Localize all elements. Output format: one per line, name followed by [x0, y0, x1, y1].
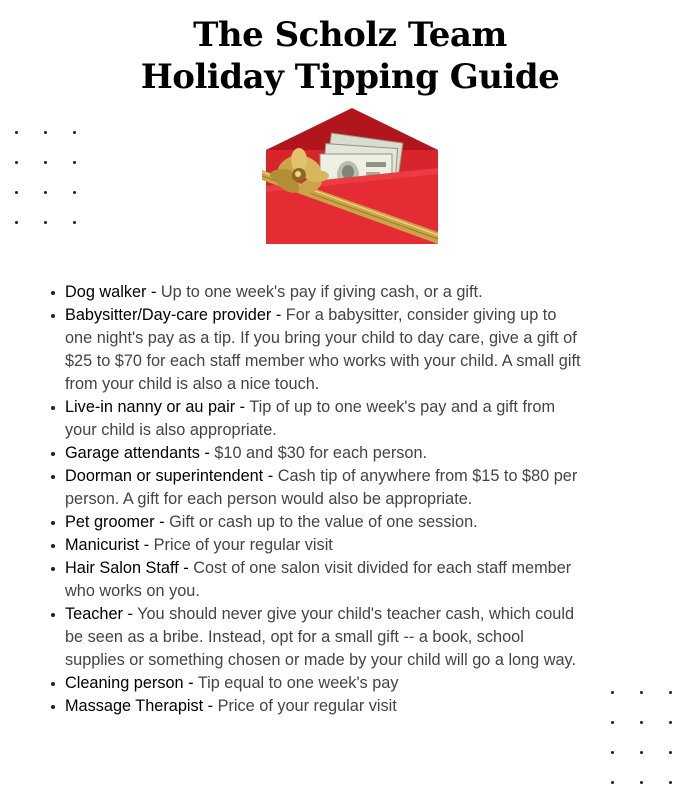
tip-term: Live-in nanny or au pair - [65, 398, 250, 416]
page-title [0, 14, 700, 98]
tip-term: Hair Salon Staff - [65, 559, 194, 577]
list-item [47, 672, 587, 695]
list-item [47, 557, 587, 603]
tip-text: Cost of one salon visit divided for each staff member who works on you. [65, 559, 572, 600]
tip-term: Manicurist - [65, 536, 154, 554]
tip-text: Cash tip of anywhere from $15 to $80 per person. A gift for each person would also be appropriate. [65, 467, 578, 508]
list-item [47, 304, 587, 396]
tipping-list [47, 281, 587, 718]
list-item [47, 511, 587, 534]
tip-text: Tip of up to one week's pay and a gift from your child is also appropriate. [65, 398, 556, 439]
tip-text: Price of your regular visit [153, 536, 333, 554]
tip-term: Dog walker - [65, 283, 161, 301]
list-item [47, 396, 587, 442]
title-line-1: The Scholz Team [193, 15, 507, 55]
tip-text: Price of your regular visit [217, 697, 397, 715]
list-item [47, 534, 587, 557]
tip-text: You should never give your child's teacher cash, which could be seen as a bribe. Instead, opt for a small gift -- a book, school supplies or something chosen or made by your child will go a long way. [65, 605, 577, 669]
list-item [47, 442, 587, 465]
title-line-2: Holiday Tipping Guide [140, 57, 560, 97]
tip-term: Doorman or superintendent - [65, 467, 278, 485]
list-item [47, 695, 587, 718]
tip-text: Tip equal to one week's pay [197, 674, 399, 692]
list-item [47, 603, 587, 672]
tip-term: Teacher - [65, 605, 138, 623]
tip-text: Gift or cash up to the value of one session. [169, 513, 478, 531]
tip-term: Cleaning person - [65, 674, 198, 692]
list-item [47, 281, 587, 304]
tip-text: $10 and $30 for each person. [214, 444, 428, 462]
decorative-dot-grid-right [611, 691, 698, 811]
decorative-dot-grid-left [15, 131, 102, 251]
tip-term: Massage Therapist - [65, 697, 218, 715]
tip-text: Up to one week's pay if giving cash, or a gift. [160, 283, 483, 301]
red-envelope-with-cash-and-gold-bow-icon [262, 108, 442, 248]
tip-term: Pet groomer - [65, 513, 170, 531]
list-item [47, 465, 587, 511]
tip-term: Garage attendants - [65, 444, 215, 462]
tip-text: For a babysitter, consider giving up to one night's pay as a tip. If you bring your child to day care, give a gift of $25 to $70 for each staff member who works with your child. A small gift from your child is also a nice touch. [65, 306, 581, 393]
tip-term: Babysitter/Day-care provider - [65, 306, 286, 324]
